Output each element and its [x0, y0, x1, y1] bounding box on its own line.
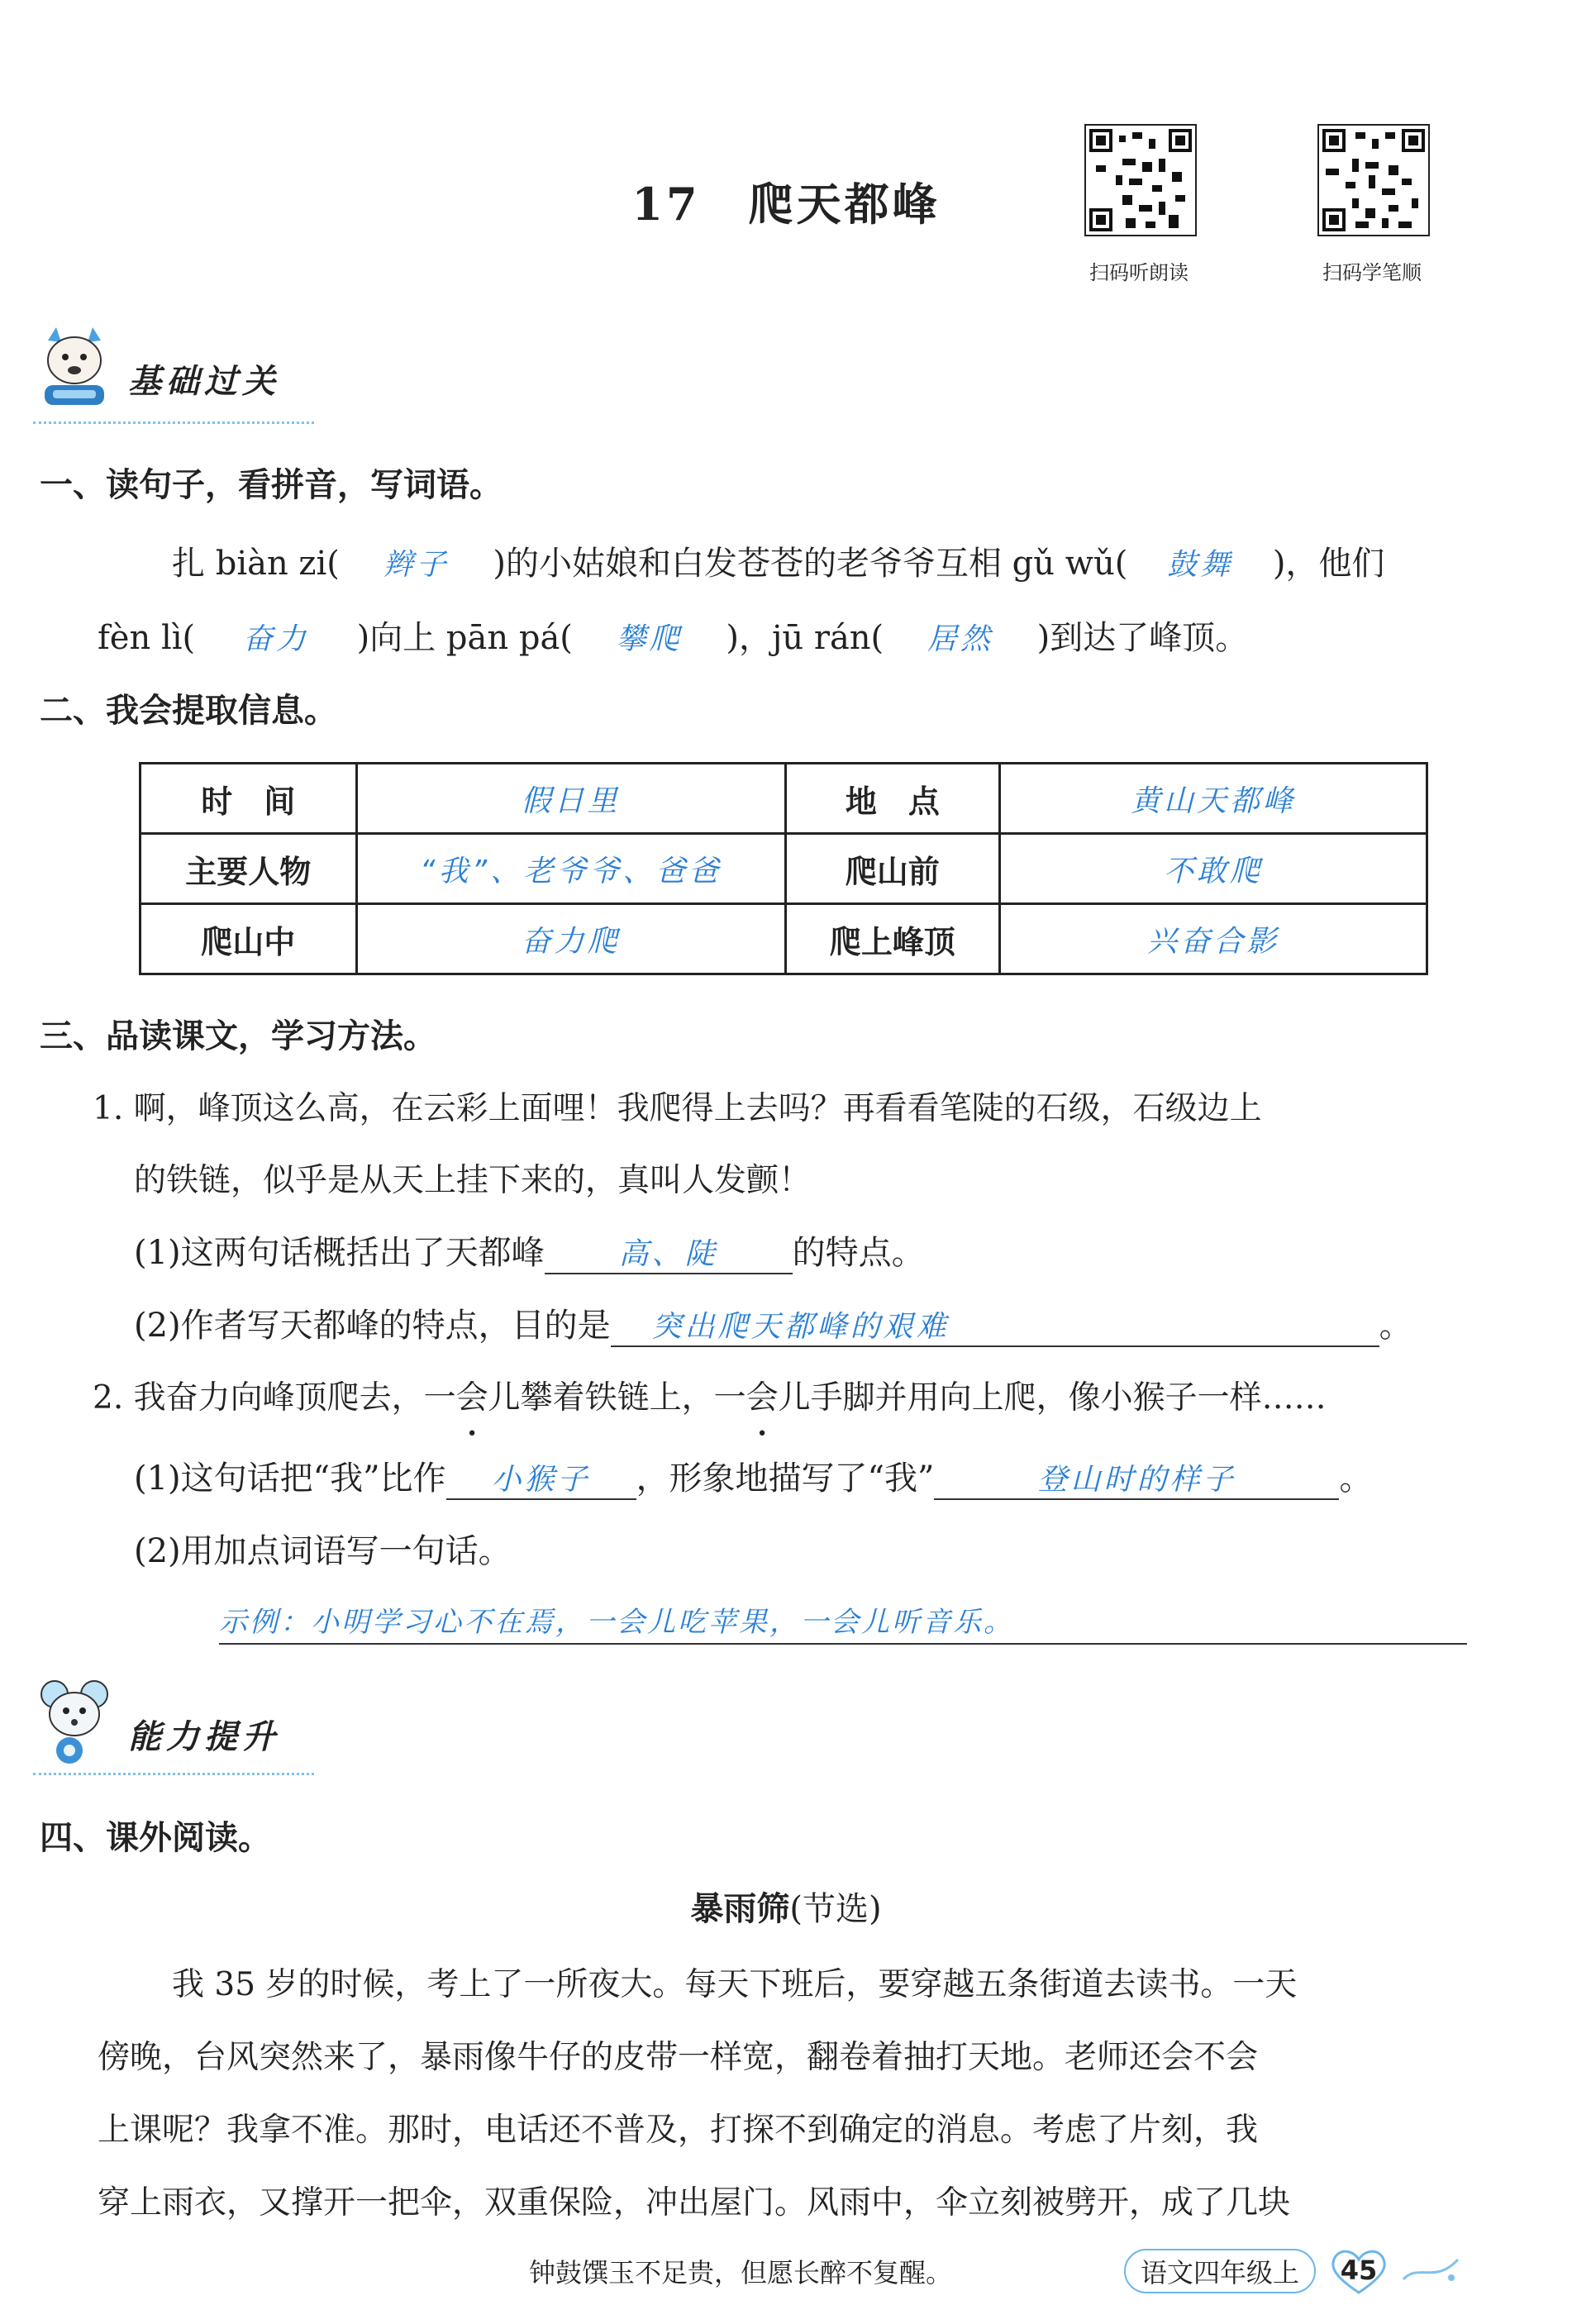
swoosh-decoration-icon — [1402, 2255, 1460, 2288]
section-divider — [33, 1764, 314, 1775]
table-key: 主要人物 — [141, 834, 357, 904]
answer-text: 奋力爬 — [521, 924, 621, 959]
answer-blank — [545, 1231, 793, 1274]
answer-text: 突出爬天都峰的艰难 — [651, 1310, 950, 1344]
table-answer — [1000, 904, 1427, 974]
answer-guwu: 鼓舞 — [1167, 548, 1234, 582]
answer-blank — [446, 1456, 636, 1500]
page-title: 17 爬天都峰 — [631, 178, 941, 231]
text: )到达了峰顶。 — [1036, 619, 1249, 657]
section-ability-heading: 能力提升 — [128, 1718, 280, 1756]
answer-line — [219, 1599, 1467, 1645]
section-divider — [33, 413, 314, 424]
answer-text: 黄山天都峰 — [1131, 783, 1297, 818]
answer-fenli: 奋力 — [242, 622, 309, 656]
answer-blank — [934, 1456, 1339, 1500]
qr-code-listen[interactable] — [1084, 124, 1197, 236]
text: 攀着铁链上， — [520, 1379, 714, 1417]
section-basic-heading: 基础过关 — [128, 363, 280, 401]
qr-code-stroke-order[interactable] — [1317, 124, 1430, 236]
question-3-1-1 — [134, 1226, 925, 1274]
table-row — [141, 904, 1427, 974]
book-label: 语文四年级上 — [1124, 2249, 1316, 2293]
table-row — [141, 764, 1427, 834]
dotted-word — [714, 1379, 811, 1417]
answer-text: 登山时的样子 — [1037, 1463, 1236, 1497]
answer-bianzi: 辫子 — [383, 548, 450, 582]
text: (1)这两句话概括出了天都峰 — [134, 1234, 545, 1272]
table-key: 爬上峰顶 — [785, 904, 1000, 974]
answer-text: 假日里 — [521, 783, 621, 818]
article-title — [0, 1883, 1572, 1930]
text: )，jū rán( — [726, 619, 884, 657]
page-number: 45 — [1340, 2255, 1378, 2286]
answer-blank — [611, 1303, 1379, 1347]
qr-caption-listen: 扫码听朗读 — [1089, 261, 1189, 284]
question-3-2-2: (2)用加点词语写一句话。 — [134, 1532, 512, 1570]
answer-text: 小猴子 — [491, 1463, 591, 1497]
question-2-heading: 二、我会提取信息。 — [40, 692, 337, 730]
emphasis-word: 一会儿 — [713, 1379, 811, 1417]
qr-pattern-icon — [1319, 126, 1428, 235]
question-3-1-2 — [134, 1299, 1412, 1347]
answer-text: 高、陡 — [618, 1237, 718, 1271]
text: )向上 pān pá( — [356, 619, 573, 657]
answer-panpa: 攀爬 — [616, 622, 683, 656]
text: 扎 biàn zi( — [172, 545, 340, 583]
article-line-3: 上课呢？我拿不准。那时，电话还不普及，打探不到确定的消息。考虑了片刻，我 — [98, 2112, 1259, 2149]
table-answer — [356, 904, 785, 974]
text: 手脚并用向上爬，像小猴子一样…… — [810, 1379, 1327, 1417]
question-3-heading: 三、品读课文，学习方法。 — [40, 1017, 436, 1055]
article-line-2: 傍晚，台风突然来了，暴雨像牛仔的皮带一样宽，翻卷着抽打天地。老师还会不会 — [98, 2039, 1259, 2076]
footer-quote: 钟鼓馔玉不足贵，但愿长醉不复醒。 — [529, 2257, 953, 2288]
article-title-text: 暴雨筛 — [690, 1890, 790, 1928]
text: ，形象地描写了“我” — [636, 1460, 935, 1498]
passage-1-line-1: 1. 啊，峰顶这么高，在云彩上面哩！我爬得上去吗？再看看笔陡的石级，石级边上 — [93, 1090, 1262, 1127]
answer-text: 示例：小明学习心不在焉，一会儿吃苹果，一会儿听音乐。 — [219, 1606, 1014, 1639]
qr-pattern-icon — [1086, 126, 1195, 235]
article-title-note: (节选) — [789, 1890, 882, 1928]
text: (1)这句话把“我”比作 — [134, 1460, 446, 1498]
table-key: 时 间 — [141, 764, 357, 834]
table-answer — [1000, 764, 1427, 834]
table-key: 地 点 — [785, 764, 1000, 834]
table-answer — [356, 834, 785, 904]
dotted-word — [424, 1379, 521, 1417]
text: 的特点。 — [792, 1234, 925, 1272]
question-1-heading: 一、读句子，看拼音，写词语。 — [40, 466, 503, 504]
passage-2-line — [93, 1372, 1327, 1418]
text: 。 — [1339, 1460, 1373, 1498]
text: )，他们 — [1272, 545, 1385, 583]
passage-1-line-2: 的铁链，似乎是从天上挂下来的，真叫人发颤！ — [134, 1162, 812, 1199]
page-number-badge — [1326, 2246, 1392, 2296]
question-1-line-1 — [172, 537, 1384, 584]
text: fèn lì( — [98, 619, 196, 657]
table-key: 爬山前 — [785, 834, 1000, 904]
mascot-mouse-icon — [33, 1676, 116, 1770]
answer-text: “我”、老爷爷、爸爸 — [419, 854, 722, 888]
footer-book-info — [1124, 2246, 1460, 2296]
article-line-1: 我 35 岁的时候，考上了一所夜大。每天下班后，要穿越五条街道去读书。一天 — [172, 1966, 1298, 2003]
qr-caption-stroke-order: 扫码学笔顺 — [1322, 261, 1422, 284]
answer-text: 兴奋合影 — [1147, 924, 1280, 959]
table-key: 爬山中 — [141, 904, 357, 974]
answer-juran: 居然 — [927, 622, 993, 656]
table-row — [141, 834, 1427, 904]
text: 2. 我奋力向峰顶爬去， — [93, 1379, 424, 1417]
mascot-goat-icon — [33, 324, 116, 418]
question-4-heading: 四、课外阅读。 — [40, 1819, 271, 1857]
question-1-line-2 — [98, 612, 1248, 659]
text: 。 — [1379, 1307, 1412, 1345]
text: (2)作者写天都峰的特点，目的是 — [134, 1307, 611, 1345]
answer-text: 不敢爬 — [1164, 854, 1264, 888]
info-table — [139, 762, 1428, 975]
question-3-2-1 — [134, 1452, 1372, 1500]
article-line-4: 穿上雨衣，又撑开一把伞，双重保险，冲出屋门。风雨中，伞立刻被劈开，成了几块 — [98, 2184, 1291, 2222]
table-answer — [356, 764, 785, 834]
emphasis-word: 一会儿 — [423, 1379, 521, 1417]
text: )的小姑娘和白发苍苍的老爷爷互相 gǔ wǔ( — [493, 545, 1128, 583]
table-answer — [1000, 834, 1427, 904]
